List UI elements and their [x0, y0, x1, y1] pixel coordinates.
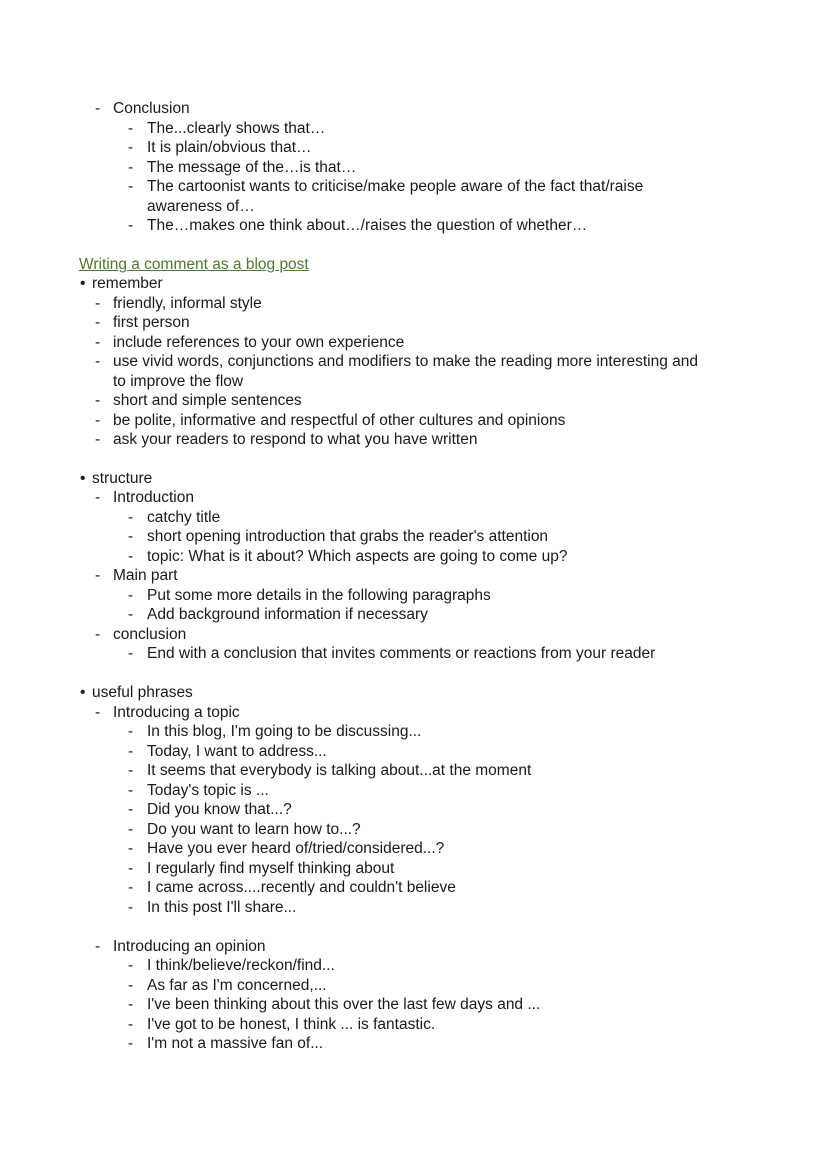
dash-marker: -: [95, 392, 101, 409]
dash-marker: -: [128, 996, 134, 1013]
list-item: In this post I'll share...: [147, 899, 297, 916]
dash-marker: -: [128, 587, 134, 604]
list-item: short opening introduction that grabs the reader's attention: [147, 528, 549, 545]
list-item: I think/believe/reckon/find...: [147, 957, 335, 974]
dash-marker: -: [128, 606, 134, 623]
dash-marker: -: [95, 295, 101, 312]
dash-marker: -: [128, 743, 134, 760]
list-item-continuation: to improve the flow: [113, 373, 244, 390]
list-item: As far as I'm concerned,...: [147, 977, 327, 994]
dash-marker: -: [128, 1035, 134, 1052]
introducing-topic-label: Introducing a topic: [113, 704, 240, 721]
dash-marker: -: [95, 489, 101, 506]
list-item: Do you want to learn how to...?: [147, 821, 361, 838]
list-item: End with a conclusion that invites comments or reactions from your reader: [147, 645, 656, 662]
introduction-label: Introduction: [113, 489, 194, 506]
list-item: The…makes one think about…/raises the question of whether…: [147, 217, 588, 234]
list-item: Today's topic is ...: [147, 782, 269, 799]
bullet-marker: •: [80, 275, 86, 292]
dash-marker: -: [95, 626, 101, 643]
list-item: It is plain/obvious that…: [147, 139, 312, 156]
dash-marker: -: [128, 217, 134, 234]
dash-marker: -: [128, 977, 134, 994]
list-item: use vivid words, conjunctions and modifiers to make the reading more interesting and: [113, 353, 699, 370]
dash-marker: -: [128, 782, 134, 799]
dash-marker: -: [95, 100, 101, 117]
list-item: Today, I want to address...: [147, 743, 327, 760]
conclusion-label: Conclusion: [113, 100, 190, 117]
list-item: The cartoonist wants to criticise/make people aware of the fact that/raise: [147, 178, 644, 195]
dash-marker: -: [95, 353, 101, 370]
list-item: short and simple sentences: [113, 392, 302, 409]
dash-marker: -: [128, 840, 134, 857]
introducing-opinion-label: Introducing an opinion: [113, 938, 266, 955]
dash-marker: -: [95, 412, 101, 429]
dash-marker: -: [128, 899, 134, 916]
dash-marker: -: [128, 509, 134, 526]
list-item: first person: [113, 314, 190, 331]
dash-marker: -: [95, 314, 101, 331]
list-item: I've got to be honest, I think ... is fantastic.: [147, 1016, 436, 1033]
list-item: Have you ever heard of/tried/considered...?: [147, 840, 445, 857]
dash-marker: -: [128, 645, 134, 662]
dash-marker: -: [128, 1016, 134, 1033]
dash-marker: -: [128, 120, 134, 137]
main-part-label: Main part: [113, 567, 178, 584]
dash-marker: -: [128, 139, 134, 156]
list-item-continuation: awareness of…: [147, 198, 255, 215]
dash-marker: -: [95, 704, 101, 721]
dash-marker: -: [95, 334, 101, 351]
list-item: It seems that everybody is talking about...at the moment: [147, 762, 532, 779]
bullet-marker: •: [80, 470, 86, 487]
dash-marker: -: [128, 548, 134, 565]
conclusion-sub-label: conclusion: [113, 626, 187, 643]
dash-marker: -: [128, 821, 134, 838]
dash-marker: -: [128, 528, 134, 545]
dash-marker: -: [95, 431, 101, 448]
section-heading: Writing a comment as a blog post: [79, 256, 309, 273]
list-item: topic: What is it about? Which aspects are going to come up?: [147, 548, 568, 565]
dash-marker: -: [95, 567, 101, 584]
list-item: ask your readers to respond to what you have written: [113, 431, 478, 448]
remember-label: remember: [92, 275, 163, 292]
dash-marker: -: [128, 801, 134, 818]
list-item: Did you know that...?: [147, 801, 292, 818]
list-item: friendly, informal style: [113, 295, 262, 312]
dash-marker: -: [128, 723, 134, 740]
list-item: I came across....recently and couldn't believe: [147, 879, 456, 896]
list-item: I'm not a massive fan of...: [147, 1035, 324, 1052]
dash-marker: -: [128, 879, 134, 896]
list-item: include references to your own experience: [113, 334, 405, 351]
list-item: I regularly find myself thinking about: [147, 860, 395, 877]
list-item: Add background information if necessary: [147, 606, 428, 623]
dash-marker: -: [128, 762, 134, 779]
list-item: be polite, informative and respectful of other cultures and opinions: [113, 412, 566, 429]
dash-marker: -: [128, 159, 134, 176]
list-item: In this blog, I'm going to be discussing...: [147, 723, 422, 740]
useful-phrases-label: useful phrases: [92, 684, 193, 701]
dash-marker: -: [95, 938, 101, 955]
list-item: I've been thinking about this over the last few days and ...: [147, 996, 541, 1013]
dash-marker: -: [128, 957, 134, 974]
structure-label: structure: [92, 470, 153, 487]
list-item: The message of the…is that…: [147, 159, 357, 176]
list-item: catchy title: [147, 509, 221, 526]
bullet-marker: •: [80, 684, 86, 701]
list-item: The...clearly shows that…: [147, 120, 326, 137]
dash-marker: -: [128, 860, 134, 877]
list-item: Put some more details in the following paragraphs: [147, 587, 491, 604]
dash-marker: -: [128, 178, 134, 195]
